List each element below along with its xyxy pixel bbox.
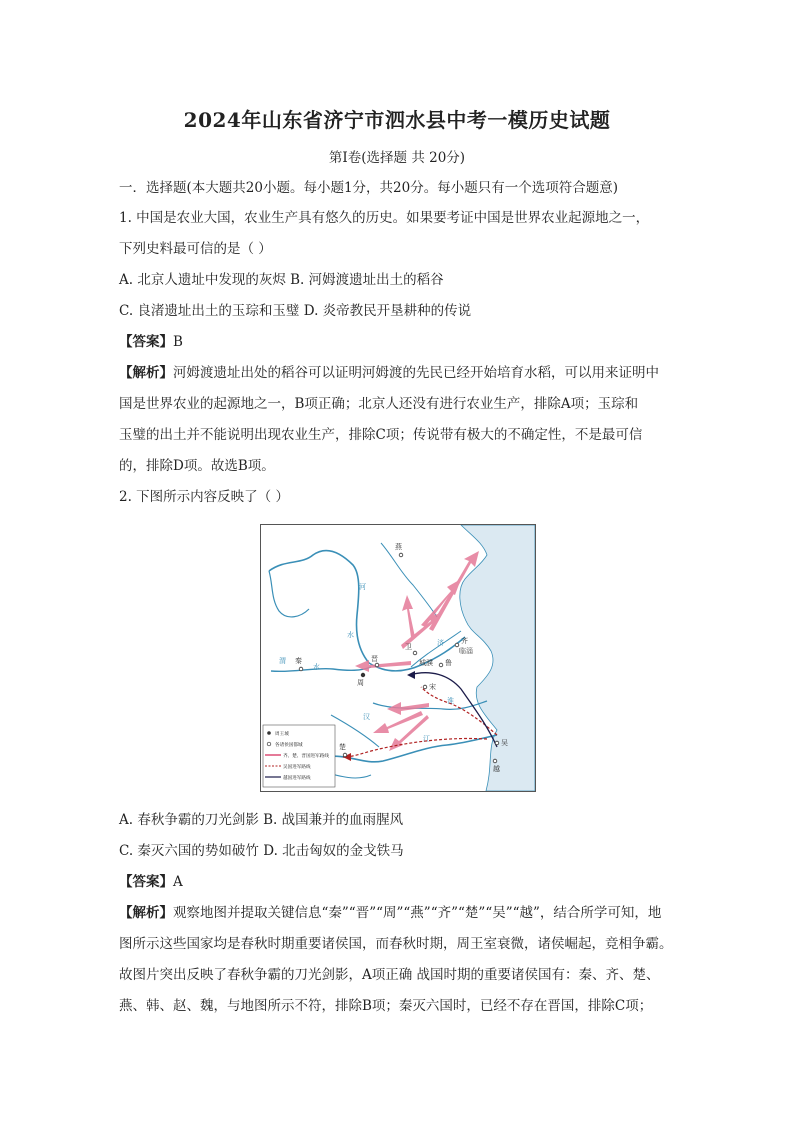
q1-stem-line-1: 1. 中国是农业大国，农业生产具有悠久的历史。如果要考证中国是世界农业起源地之一， — [119, 210, 650, 226]
legend-label: 越国进军路线 — [283, 776, 311, 781]
map-legend — [263, 725, 335, 787]
yue-arrowhead — [407, 671, 415, 679]
section-heading: 一．选择题(本大题共20小题。每小题1分，共20分。每小题只有一个选项符合题意) — [119, 180, 618, 196]
analysis-text: 河姆渡遗址出处的稻谷可以证明河姆渡的先民已经开始培育水稻，可以用来证明中 — [173, 365, 659, 381]
legend-label: 各诸侯国都城 — [275, 743, 303, 748]
q1-analysis-line-4: 的，排除D项。故选B项。 — [119, 458, 275, 474]
wei-river — [271, 667, 371, 671]
river-label: 汉 — [363, 713, 370, 721]
river-label: 江 — [423, 735, 430, 743]
state-label-jin: 晋 — [371, 655, 378, 663]
q2-stem: 2. 下图所示内容反映了（ ） — [119, 489, 289, 505]
q1-analysis-line-3: 玉璧的出土并不能说明出现农业生产，排除C项；传说带有极大的不确定性，不是最可信 — [119, 427, 643, 443]
state-label-yan: 燕 — [395, 543, 402, 551]
river-label: 济 — [437, 639, 444, 647]
q2-options-cd: C. 秦灭六国的势如破竹 D. 北击匈奴的金戈铁马 — [119, 843, 404, 859]
state-label-zhou: 周 — [357, 679, 364, 687]
answer-tag: 【答案】 — [119, 334, 173, 350]
q2-analysis-line-4: 燕、韩、赵、魏，与地图所示不符，排除B项；秦灭六国时，已经不存在晋国，排除C项； — [119, 998, 653, 1014]
legend-label: 周王城 — [275, 732, 289, 737]
state-label-wei: 卫 — [405, 643, 412, 651]
q2-analysis-line-2: 图所示这些国家均是春秋时期重要诸侯国，而春秋时期，周王室衰微，诸侯崛起，竞相争霸。 — [119, 936, 673, 952]
river-label: 水 — [313, 663, 320, 671]
analysis-tag: 【解析】 — [119, 905, 173, 921]
q1-answer — [119, 332, 183, 352]
river-label: 水 — [347, 631, 354, 639]
section-subtitle: 第Ⅰ卷(选择题 共 20分) — [328, 150, 466, 166]
place-label-chengpu: 城濮 — [419, 659, 433, 667]
q1-options-ab: A. 北京人遗址中发现的灰烬 B. 河姆渡遗址出土的稻谷 — [119, 272, 444, 288]
q2-options-ab: A. 春秋争霸的刀光剑影 B. 战国兼并的血雨腥风 — [119, 812, 404, 828]
river-label: 淮 — [447, 697, 454, 705]
q1-stem-line-2: 下列史料最可信的是（ ） — [119, 241, 272, 257]
page-title: 2024年山东省济宁市泗水县中考一模历史试题 — [183, 108, 611, 132]
answer-value: A — [173, 874, 183, 890]
answer-value: B — [173, 334, 183, 350]
q2-analysis-line-1 — [119, 903, 661, 923]
q1-options-cd: C. 良渚遗址出土的玉琮和玉璧 D. 炎帝教民开垦耕种的传说 — [119, 303, 472, 319]
legend-label: 吴国进军路线 — [283, 765, 311, 770]
state-label-qin: 秦 — [295, 657, 302, 665]
state-label-lu: 鲁 — [445, 659, 452, 667]
state-label-yue: 越 — [493, 765, 500, 773]
spring-autumn-map — [260, 524, 536, 792]
q1-analysis-line-2: 国是世界农业的起源地之一，B项正确；北京人还没有进行农业生产，排除A项；玉琮和 — [119, 396, 639, 412]
river-label: 渭 — [279, 657, 286, 665]
state-label-wu: 吴 — [501, 739, 508, 747]
q2-answer — [119, 872, 183, 892]
yellow-river-upper — [269, 571, 309, 617]
q2-analysis-line-3: 故图片突出反映了春秋争霸的刀光剑影，A项正确 战国时期的重要诸侯国有：秦、齐、楚、 — [119, 967, 660, 983]
analysis-text: 观察地图并提取关键信息“秦”“晋”“周”“燕”“齐”“楚”“吴”“越”，结合所学可知，地 — [173, 905, 662, 921]
state-label-chu: 楚 — [339, 743, 346, 751]
sea-area — [460, 525, 535, 791]
q1-analysis-line-1 — [119, 363, 659, 383]
answer-tag: 【答案】 — [119, 874, 173, 890]
river-label: 河 — [359, 583, 366, 591]
map-svg — [261, 525, 535, 791]
state-label-qi: 齐 — [461, 637, 468, 645]
legend-label: 齐、楚、晋国进军路线 — [283, 754, 329, 759]
city-label-linzi: 临淄 — [459, 647, 473, 655]
state-label-song: 宋 — [429, 683, 436, 691]
analysis-tag: 【解析】 — [119, 365, 173, 381]
